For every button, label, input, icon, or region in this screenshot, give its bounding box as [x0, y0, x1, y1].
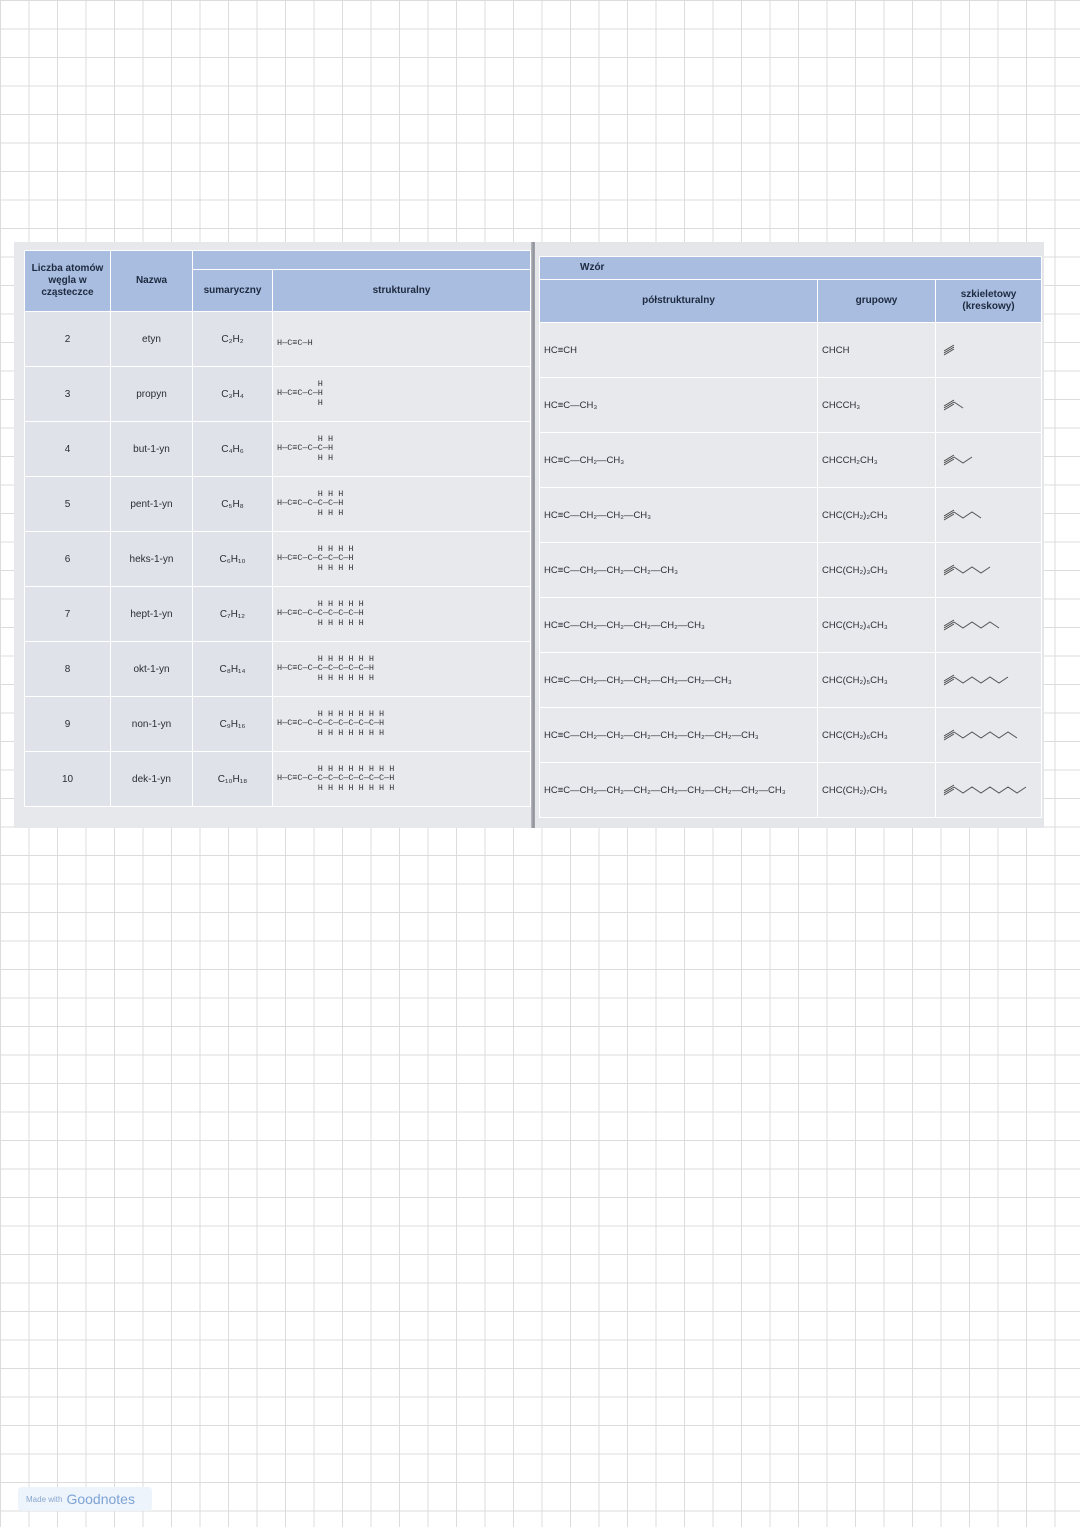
skeletal-drawing [940, 560, 1036, 580]
table-row [25, 422, 531, 477]
semi-structural-cell: HC≡C—CH₂—CH₂—CH₂—CH₃ [540, 543, 818, 598]
structural-formula-cell: H H H H H—C≡C—C—C—C—C—H H H H H [273, 532, 531, 587]
skeletal-formula-cell [936, 488, 1042, 543]
triple-bond-mark [944, 400, 954, 410]
triple-bond-mark [944, 455, 954, 465]
name-cell: non-1-yn [111, 697, 193, 752]
sum-formula-cell: C₈H₁₄ [193, 642, 273, 697]
group-formula-cell: CHC(CH₂)₅CH₃ [818, 653, 936, 708]
table-row [25, 587, 531, 642]
name-cell: heks-1-yn [111, 532, 193, 587]
header-group: grupowy [818, 280, 936, 323]
semi-structural-cell: HC≡CH [540, 323, 818, 378]
skeletal-drawing [940, 670, 1036, 690]
group-formula-cell: CHC(CH₂)₃CH₃ [818, 543, 936, 598]
carbon-chain-zigzag [954, 622, 999, 628]
triple-bond-mark [944, 785, 954, 795]
sum-formula-cell: C₂H₂ [193, 312, 273, 367]
carbon-count-cell: 9 [25, 697, 111, 752]
group-formula-cell: CHC(CH₂)₄CH₃ [818, 598, 936, 653]
carbon-count-cell: 10 [25, 752, 111, 807]
table-row [540, 598, 1042, 653]
group-formula-cell: CHCCH₂CH₃ [818, 433, 936, 488]
sum-formula-cell: C₉H₁₆ [193, 697, 273, 752]
table-row [25, 477, 531, 532]
carbon-count-cell: 5 [25, 477, 111, 532]
table-row [25, 367, 531, 422]
group-formula-cell: CHCH [818, 323, 936, 378]
table-row [25, 697, 531, 752]
carbon-chain-zigzag [954, 567, 990, 573]
skeletal-formula-cell [936, 653, 1042, 708]
semi-structural-cell: HC≡C—CH₂—CH₃ [540, 433, 818, 488]
left-page [14, 242, 533, 828]
skeletal-formula-cell [936, 763, 1042, 818]
alkyne-table-right [539, 256, 1042, 818]
carbon-chain-zigzag [954, 787, 1026, 793]
table-row [540, 763, 1042, 818]
table-row [540, 708, 1042, 763]
name-cell: okt-1-yn [111, 642, 193, 697]
sum-formula-cell: C₆H₁₀ [193, 532, 273, 587]
triple-bond-mark [944, 510, 954, 520]
semi-structural-cell: HC≡C—CH₂—CH₂—CH₂—CH₂—CH₂—CH₃ [540, 653, 818, 708]
structural-formula-cell: H H H H H H H H H—C≡C—C—C—C—C—C—C—C—C—H H H H H H H H H [273, 752, 531, 807]
triple-bond-mark [944, 675, 954, 685]
carbon-count-cell: 4 [25, 422, 111, 477]
skeletal-drawing [940, 615, 1036, 635]
badge-brand-text: Goodnotes [66, 1491, 135, 1507]
semi-structural-cell: HC≡C—CH₂—CH₂—CH₂—CH₂—CH₂—CH₂—CH₃ [540, 708, 818, 763]
skeletal-drawing [940, 725, 1036, 745]
skeletal-drawing [940, 340, 1036, 360]
table-row [540, 433, 1042, 488]
carbon-count-cell: 8 [25, 642, 111, 697]
carbon-chain-zigzag [954, 512, 981, 518]
triple-bond-mark [944, 345, 954, 355]
table-row [25, 532, 531, 587]
skeletal-drawing [940, 450, 1036, 470]
textbook-photo [14, 242, 1044, 828]
goodnotes-badge [18, 1487, 152, 1511]
skeletal-formula-cell [936, 598, 1042, 653]
carbon-count-cell: 6 [25, 532, 111, 587]
structural-formula-cell: H H H H H H—C≡C—C—C—C—C—C—H H H H H H [273, 587, 531, 642]
sum-formula-cell: C₇H₁₂ [193, 587, 273, 642]
table-row [540, 488, 1042, 543]
header-name: Nazwa [111, 251, 193, 312]
skeletal-formula-cell [936, 323, 1042, 378]
triple-bond-mark [944, 565, 954, 575]
sum-formula-cell: C₅H₈ [193, 477, 273, 532]
skeletal-formula-cell [936, 543, 1042, 598]
header-wzor: Wzór [540, 257, 1042, 280]
header-skel: szkieletowy (kreskowy) [936, 280, 1042, 323]
skeletal-drawing [940, 780, 1036, 800]
sum-formula-cell: C₄H₆ [193, 422, 273, 477]
semi-structural-cell: HC≡C—CH₂—CH₂—CH₂—CH₂—CH₃ [540, 598, 818, 653]
semi-structural-cell: HC≡C—CH₂—CH₂—CH₂—CH₂—CH₂—CH₂—CH₂—CH₃ [540, 763, 818, 818]
sum-formula-cell: C₁₀H₁₈ [193, 752, 273, 807]
name-cell: but-1-yn [111, 422, 193, 477]
table-row [540, 378, 1042, 433]
skeletal-drawing [940, 505, 1036, 525]
semi-structural-cell: HC≡C—CH₂—CH₂—CH₃ [540, 488, 818, 543]
skeletal-drawing [940, 395, 1036, 415]
structural-formula-cell: H H H H H H H—C≡C—C—C—C—C—C—C—H H H H H H H [273, 642, 531, 697]
sum-formula-cell: C₃H₄ [193, 367, 273, 422]
header-carbon-count: Liczba atomów węgla w cząsteczce [25, 251, 111, 312]
header-struct: strukturalny [273, 270, 531, 312]
group-formula-cell: CHC(CH₂)₆CH₃ [818, 708, 936, 763]
structural-formula-cell: H—C≡C—H [273, 312, 531, 367]
carbon-chain-zigzag [954, 677, 1008, 683]
right-page [535, 242, 1044, 828]
structural-formula-cell: H H H H—C≡C—C—C—C—H H H H [273, 477, 531, 532]
header-sum: sumaryczny [193, 270, 273, 312]
semi-structural-cell: HC≡C—CH₃ [540, 378, 818, 433]
triple-bond-mark [944, 620, 954, 630]
table-row [25, 312, 531, 367]
table-row [25, 752, 531, 807]
name-cell: propyn [111, 367, 193, 422]
table-row [540, 543, 1042, 598]
alkyne-table-left [24, 250, 531, 807]
header-formula-group [193, 251, 531, 270]
carbon-count-cell: 3 [25, 367, 111, 422]
table-row [540, 323, 1042, 378]
carbon-chain-zigzag [954, 732, 1017, 738]
name-cell: dek-1-yn [111, 752, 193, 807]
header-semi: półstrukturalny [540, 280, 818, 323]
group-formula-cell: CHC(CH₂)₂CH₃ [818, 488, 936, 543]
name-cell: etyn [111, 312, 193, 367]
badge-small-text: Made with [26, 1494, 63, 1504]
triple-bond-mark [944, 730, 954, 740]
table-row [25, 642, 531, 697]
skeletal-formula-cell [936, 708, 1042, 763]
structural-formula-cell: H H H—C≡C—C—C—H H H [273, 422, 531, 477]
carbon-count-cell: 7 [25, 587, 111, 642]
carbon-chain-zigzag [954, 457, 972, 463]
skeletal-formula-cell [936, 433, 1042, 488]
skeletal-formula-cell [936, 378, 1042, 433]
carbon-count-cell: 2 [25, 312, 111, 367]
name-cell: hept-1-yn [111, 587, 193, 642]
name-cell: pent-1-yn [111, 477, 193, 532]
carbon-chain-zigzag [954, 402, 963, 408]
structural-formula-cell: H H—C≡C—C—H H [273, 367, 531, 422]
group-formula-cell: CHC(CH₂)₇CH₃ [818, 763, 936, 818]
group-formula-cell: CHCCH₃ [818, 378, 936, 433]
structural-formula-cell: H H H H H H H H—C≡C—C—C—C—C—C—C—C—H H H H H H H H [273, 697, 531, 752]
table-row [540, 653, 1042, 708]
